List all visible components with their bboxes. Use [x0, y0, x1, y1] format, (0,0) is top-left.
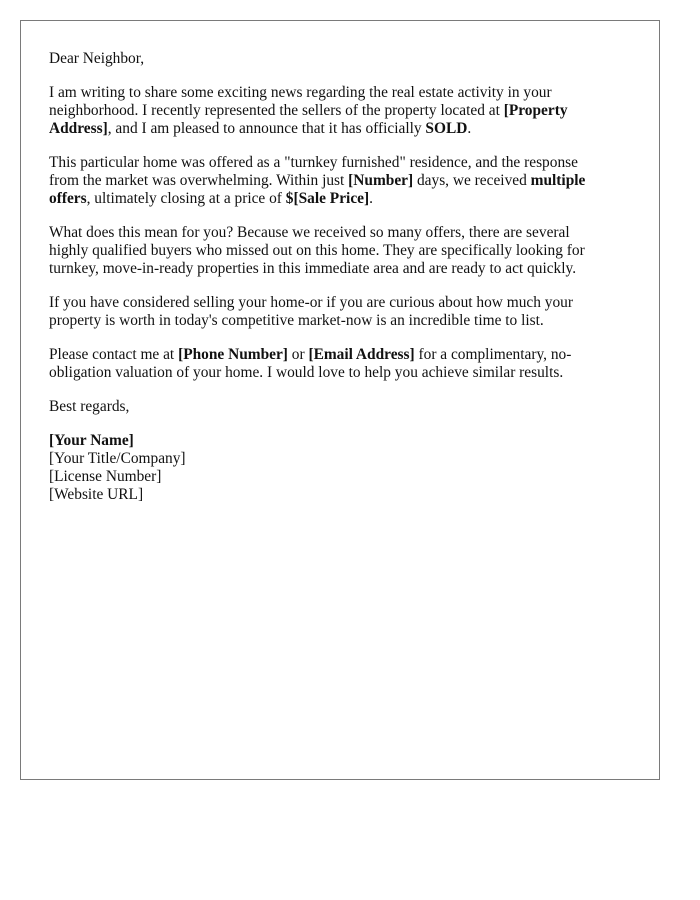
- letter-page: [20, 20, 660, 780]
- paragraph-announcement: [49, 84, 609, 138]
- details-text-1: This particular home was offered as a "turnkey furnished" residence, and the response from the market was overwhelming. Within just: [49, 154, 578, 189]
- signature-name-text: [Your Name]: [49, 432, 134, 449]
- sale-price-placeholder: $[Sale Price]: [285, 190, 370, 207]
- sold-label: SOLD: [425, 120, 468, 137]
- days-number-placeholder: [Number]: [348, 172, 414, 189]
- multiple-offers-label: multiple offers: [49, 172, 586, 207]
- contact-text-3: for a complimentary, no-obligation valuation of your home. I would love to help you achieve similar results.: [49, 346, 572, 381]
- details-text-3: , ultimately closing at a price of: [86, 190, 286, 207]
- signature-title-company: [Your Title/Company]: [49, 450, 186, 467]
- contact-text-1: Please contact me at: [49, 346, 179, 363]
- property-address-placeholder: [Property Address]: [49, 102, 568, 137]
- signature-license: [License Number]: [49, 468, 162, 485]
- signature-website: [Website URL]: [49, 486, 144, 503]
- email-placeholder: [Email Address]: [308, 346, 415, 363]
- phone-placeholder: [Phone Number]: [178, 346, 288, 363]
- paragraph-buyers: What does this mean for you? Because we received so many offers, there are several highly qualified buyers who missed out on this home. They are specifically looking for turnkey, move-in-ready properties in this immediate area and are ready to act quickly.: [49, 224, 585, 277]
- announcement-text-2: , and I am pleased to announce that it has officially: [107, 120, 426, 137]
- details-text-4: .: [369, 190, 373, 207]
- signature-block: [49, 432, 609, 504]
- closing: Best regards,: [49, 398, 130, 415]
- details-text-2: days, we received: [413, 172, 531, 189]
- signature-name: [49, 432, 609, 450]
- letter-body: [49, 50, 609, 504]
- salutation: Dear Neighbor,: [49, 50, 145, 67]
- announcement-text-3: .: [467, 120, 472, 137]
- paragraph-contact: [49, 346, 609, 382]
- announcement-text-1: I am writing to share some exciting news regarding the real estate activity in your neighborhood. I recently represented the sellers of the property located at: [49, 84, 552, 119]
- contact-text-2: or: [287, 346, 309, 363]
- paragraph-details: [49, 154, 609, 208]
- paragraph-call-to-action: If you have considered selling your home-or if you are curious about how much your property is worth in today's competitive market-now is an incredible time to list.: [49, 294, 573, 329]
